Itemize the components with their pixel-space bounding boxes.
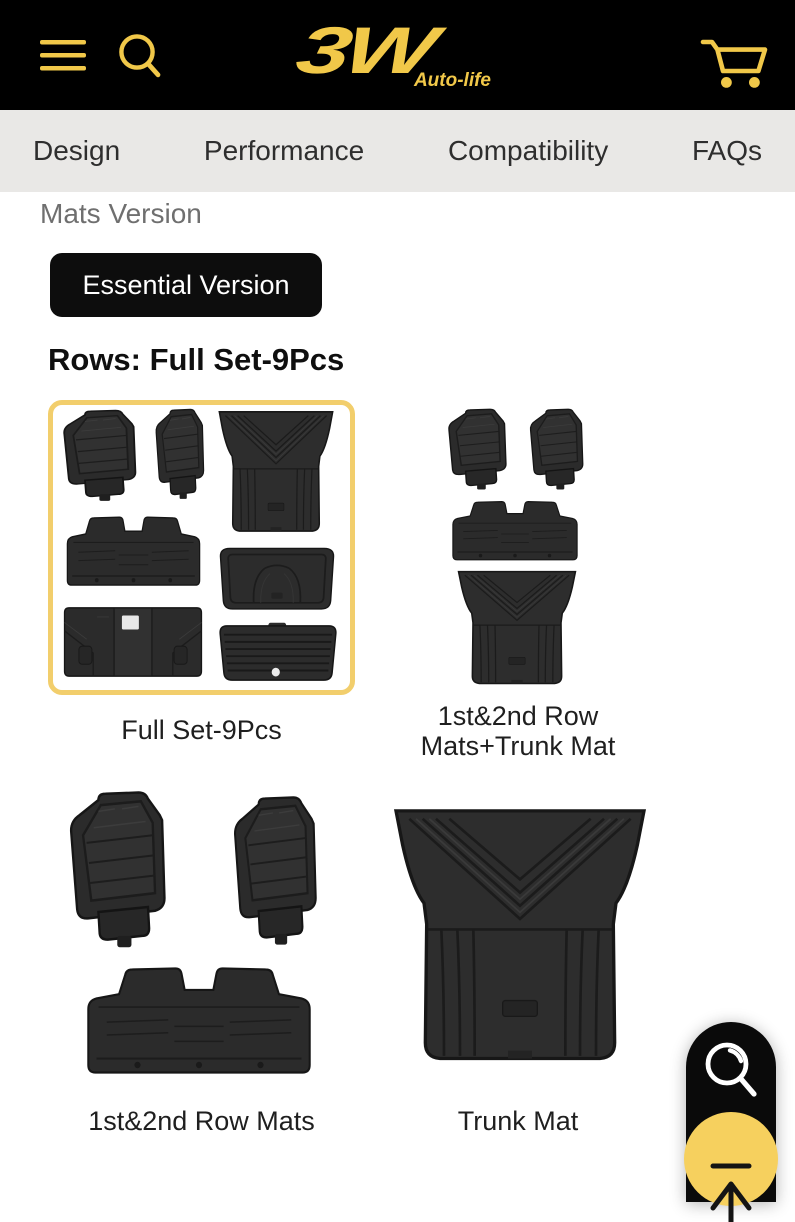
rear-mat-graphic: [76, 962, 322, 1080]
back-to-top-button[interactable]: [684, 1112, 778, 1206]
rear-mat-graphic: [446, 498, 584, 564]
option-caption-full-set: Full Set-9Pcs: [121, 715, 282, 745]
option-row-mats[interactable]: [60, 788, 332, 1083]
hamburger-icon[interactable]: [40, 40, 86, 72]
logo-text: 3W: [290, 13, 438, 87]
option-trunk-mat[interactable]: [378, 800, 662, 1076]
seatback-protector-graphic: [58, 603, 208, 681]
lower-tray-graphic: [215, 622, 341, 684]
front-mat-graphic: [58, 409, 148, 506]
nav-item-design[interactable]: Design: [33, 135, 121, 166]
nav-item-faqs[interactable]: FAQs: [691, 135, 762, 166]
cart-icon[interactable]: [698, 36, 774, 90]
search-icon[interactable]: [702, 1040, 760, 1110]
option-caption-rows-plus-trunk: 1st&2nd Row Mats+Trunk Mat: [420, 701, 616, 761]
brand-logo[interactable]: [290, 12, 493, 98]
front-mat-graphic: [152, 408, 212, 504]
app-header: [0, 0, 795, 110]
nav-item-performance[interactable]: Performance: [203, 135, 365, 166]
trunk-mat-graphic: [380, 803, 660, 1073]
front-mat-graphic: [444, 408, 516, 494]
option-caption-row-mats: 1st&2nd Row Mats: [88, 1106, 315, 1136]
trunk-mat-graphic: [212, 408, 340, 538]
rows-heading: Rows: Full Set-9Pcs: [48, 342, 345, 377]
back-to-top-icon: [705, 1162, 757, 1222]
option-full-set[interactable]: [48, 400, 355, 695]
option-caption-trunk-mat: Trunk Mat: [457, 1106, 579, 1136]
nav-item-compatibility[interactable]: Compatibility: [447, 135, 609, 166]
cargo-tray-graphic: [217, 545, 337, 613]
search-icon[interactable]: [116, 32, 166, 82]
section-nav: [0, 110, 795, 192]
mats-version-label: Mats Version: [40, 198, 202, 229]
option-rows-plus-trunk[interactable]: [440, 405, 600, 690]
rear-mat-graphic: [60, 513, 207, 590]
front-mat-graphic: [526, 408, 592, 494]
front-mat-graphic: [63, 790, 181, 956]
essential-version-button[interactable]: Essential Version: [50, 253, 322, 317]
front-mat-graphic: [228, 795, 330, 953]
logo-tagline: Auto-life: [413, 70, 491, 91]
trunk-mat-graphic: [451, 568, 583, 690]
